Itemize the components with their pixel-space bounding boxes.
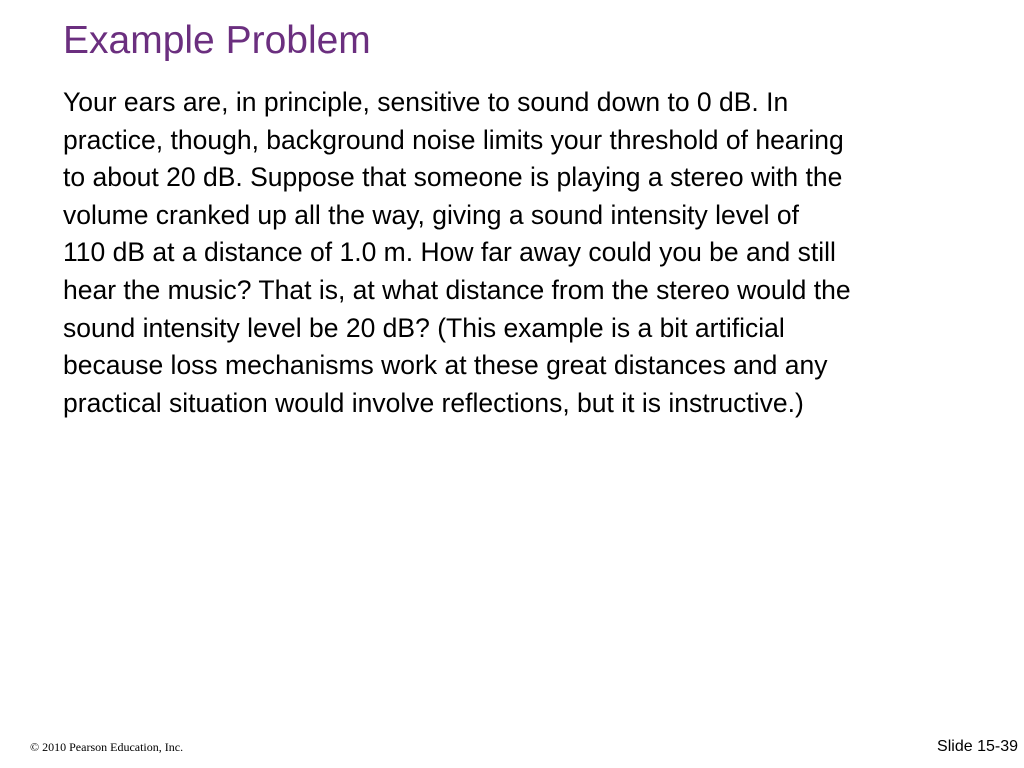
problem-text-line: volume cranked up all the way, giving a sound intensity level of [63,199,800,230]
copyright-notice: © 2010 Pearson Education, Inc. [30,740,184,754]
slide-title: Example Problem [63,19,371,62]
problem-text-line: hear the music? That is, at what distance from the stereo would the [63,274,851,305]
problem-text-line: to about 20 dB. Suppose that someone is playing a stereo with the [63,162,843,193]
problem-text-line: sound intensity level be 20 dB? (This example is a bit artificial [63,312,785,343]
problem-text-line: practice, though, background noise limits your threshold of hearing [63,124,844,155]
problem-text-line: Your ears are, in principle, sensitive to sound down to 0 dB. In [63,87,789,117]
slide-number: Slide 15-39 [937,738,1018,755]
problem-text-line: 110 dB at a distance of 1.0 m. How far away could you be and still [63,237,836,268]
problem-statement [63,84,1013,422]
problem-text-line: practical situation would involve reflections, but it is instructive.) [63,387,804,418]
problem-text-line: because loss mechanisms work at these great distances and any [63,350,828,381]
